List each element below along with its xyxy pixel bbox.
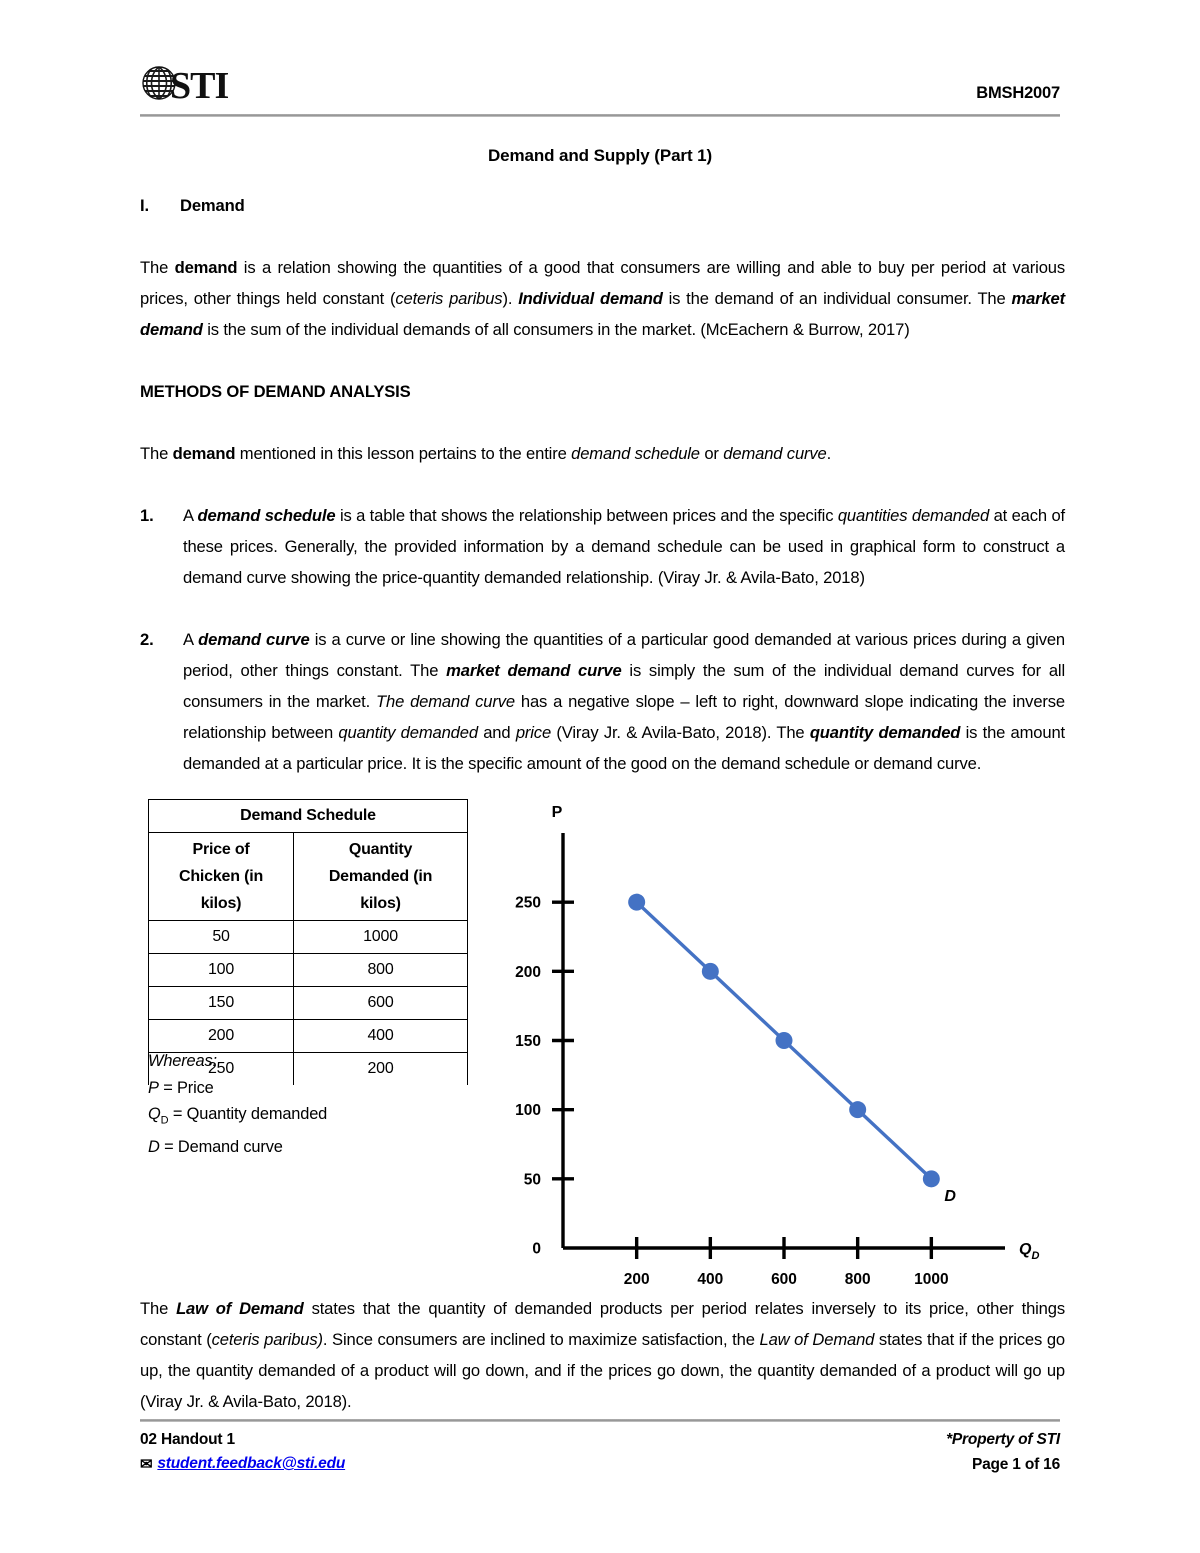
text-fragment: (Viray Jr. & Avila-Bato, 2018). The <box>551 723 810 742</box>
data-point <box>923 1170 940 1187</box>
data-point <box>849 1101 866 1118</box>
text-fragment: is a relation showing the quantities of a good that consumers are willing and able to buy per period at various prices, other things held constant ( <box>140 258 1065 308</box>
page-number: Page 1 of 16 <box>971 1455 1060 1473</box>
column-header-price: Price of Chicken (in kilos) <box>149 833 294 921</box>
emphasis-quantity-demanded: quantity demanded <box>809 723 961 742</box>
feedback-line[interactable] <box>140 1452 345 1476</box>
text-fragment: The <box>140 258 175 277</box>
text-fragment: ). <box>502 289 519 308</box>
y-axis-title: P <box>551 804 563 821</box>
column-header-quantity: Quantity Demanded (in kilos) <box>294 833 468 921</box>
svg-text:STI: STI <box>170 65 229 106</box>
text-fragment: . Since consumers are inclined to maximize satisfaction, the <box>322 1330 760 1349</box>
list-marker: 2. <box>140 630 154 649</box>
table-row <box>149 954 468 987</box>
table-row <box>149 921 468 954</box>
list-marker: 1. <box>140 506 154 525</box>
text-fragment: is the demand of an individual consumer. The <box>662 289 1012 308</box>
text-fragment: at each of these prices. Generally, the provided information by a demand schedule can be used in graphical form to construct a demand curve showing the price-quantity demanded relationship. (Viray Jr. & Avila-Bato, 2018) <box>183 506 1066 587</box>
page-footer <box>140 1428 1060 1477</box>
handout-label: 02 Handout 1 <box>140 1431 235 1448</box>
y-tick-label: 200 <box>515 963 541 981</box>
y-tick-label: 0 <box>532 1240 541 1258</box>
text-fragment: and <box>477 723 516 742</box>
text-fragment: or <box>699 444 724 463</box>
footer-row-bottom <box>140 1452 1060 1477</box>
legend-symbol: D <box>148 1137 160 1156</box>
text-fragment: A <box>183 630 199 649</box>
footer-divider <box>140 1419 1060 1422</box>
text-fragment: The <box>140 1299 177 1318</box>
legend-definition: = Price <box>163 1078 214 1097</box>
emphasis-demand-curve: demand curve <box>198 630 310 649</box>
text-fragment: The <box>140 444 173 463</box>
figure-demand-schedule-and-curve <box>140 795 1065 1295</box>
emphasis-ceteris-paribus: ceteris paribus) <box>211 1330 323 1349</box>
emphasis-quantity-demanded: quantity demanded <box>338 723 478 742</box>
document-body <box>140 190 1065 779</box>
envelope-icon: ✉ <box>140 1455 153 1473</box>
table-row <box>149 987 468 1020</box>
cell-price: 100 <box>149 954 294 987</box>
text-fragment: has a negative slope – left to right, downward slope indicating the inverse relationship between <box>183 692 1066 742</box>
x-tick-label: 400 <box>697 1271 724 1288</box>
legend-symbol: P <box>148 1078 159 1097</box>
table-header-row <box>149 833 468 921</box>
list-item <box>140 624 1065 779</box>
legend-title: Whereas: <box>148 1052 217 1070</box>
x-tick-label: 800 <box>844 1271 871 1288</box>
paragraph-law-of-demand <box>140 1293 1065 1417</box>
emphasis-the-demand-curve: The demand curve <box>376 692 515 711</box>
heading-methods-of-demand-analysis: METHODS OF DEMAND ANALYSIS <box>140 382 411 401</box>
y-tick-label: 100 <box>515 1102 541 1120</box>
legend-definition: = Demand curve <box>164 1137 283 1156</box>
text-fragment: is simply the sum of the individual demand curves for all consumers in the market. <box>183 661 1065 711</box>
emphasis-demand: demand <box>174 258 238 277</box>
cell-quantity: 400 <box>294 1020 468 1053</box>
sti-globe-logo-icon <box>140 62 250 106</box>
demand-curve-chart <box>495 795 1055 1295</box>
header-divider <box>140 114 1060 117</box>
section-title: Demand <box>180 196 245 215</box>
text-fragment: states that if the prices go up, the quantity demanded of a product will go down, and if the prices go down, the quantity demanded of a product will go up (Viray Jr. & Avila-Bato, 2018). <box>140 1330 1065 1411</box>
text-fragment: is the sum of the individual demands of all consumers in the market. (McEachern & Burrow, 2017) <box>202 320 910 339</box>
cell-quantity: 200 <box>294 1053 468 1086</box>
text-fragment: mentioned in this lesson pertains to the entire <box>235 444 572 463</box>
cell-price: 200 <box>149 1020 294 1053</box>
emphasis-price: price <box>515 723 552 742</box>
legend-symbol-subscript: D <box>160 1114 169 1127</box>
page-title: Demand and Supply (Part 1) <box>487 146 713 165</box>
emphasis-law-of-demand: Law of Demand <box>176 1299 304 1318</box>
section-number: I. <box>140 196 149 215</box>
legend-definition: = Quantity demanded <box>172 1105 328 1123</box>
text-fragment: . <box>826 444 832 463</box>
cell-quantity: 600 <box>294 987 468 1020</box>
section-heading-demand <box>140 190 1065 221</box>
x-axis-tick-labels <box>624 1271 949 1288</box>
emphasis-demand: demand <box>172 444 236 463</box>
demand-schedule-table <box>148 799 468 1085</box>
y-axis-tick-labels <box>515 895 541 1258</box>
x-tick-label: 200 <box>623 1271 650 1288</box>
text-fragment: A <box>183 506 198 525</box>
text-fragment: is a table that shows the relationship between prices and the specific <box>335 506 838 525</box>
closing-paragraph-block <box>140 1293 1065 1417</box>
cell-price: 250 <box>149 1053 294 1086</box>
paragraph-demand-definition <box>140 252 1065 345</box>
figure-legend <box>148 1048 327 1160</box>
table-caption: Demand Schedule <box>149 800 468 833</box>
emphasis-law-of-demand: Law of Demand <box>759 1330 875 1349</box>
property-notice: *Property of STI <box>946 1431 1060 1448</box>
legend-item-price <box>148 1075 327 1102</box>
y-tick-label: 250 <box>515 894 541 912</box>
emphasis-demand-schedule: demand schedule <box>571 444 700 463</box>
legend-symbol: Q <box>148 1105 161 1123</box>
text-fragment: is the amount demanded at a particular price. It is the specific amount of the good on the demand schedule or demand curve. <box>183 723 1065 773</box>
page-header <box>140 62 1060 120</box>
legend-item-quantity-demanded <box>148 1101 327 1134</box>
emphasis-market-demand: market demand <box>140 289 1065 339</box>
text-fragment: states that the quantity of demanded products per period relates inversely to its price, other things constant ( <box>140 1299 1065 1349</box>
table-caption-row <box>149 800 468 833</box>
x-tick-label: 1000 <box>914 1271 949 1288</box>
x-tick-label: 600 <box>771 1271 797 1288</box>
document-code: BMSH2007 <box>976 84 1060 102</box>
cell-quantity: 800 <box>294 954 468 987</box>
y-tick-label: 150 <box>515 1033 541 1050</box>
text-fragment: is a curve or line showing the quantities of a particular good demanded at various prices during a given period, other things constant. The <box>183 630 1066 680</box>
data-point <box>702 963 719 980</box>
emphasis-demand-curve: demand curve <box>723 444 827 463</box>
feedback-email-link[interactable]: student.feedback@sti.edu <box>157 1455 346 1472</box>
footer-row-top <box>140 1428 1060 1452</box>
paragraph-methods-intro <box>140 438 1065 469</box>
emphasis-demand-schedule: demand schedule <box>197 506 336 525</box>
list-item <box>140 500 1065 593</box>
emphasis-quantities-demanded: quantities demanded <box>837 506 990 525</box>
cell-price: 50 <box>149 921 294 954</box>
data-point <box>628 894 645 911</box>
data-point <box>776 1032 793 1049</box>
series-label-D: D <box>944 1187 956 1205</box>
emphasis-ceteris-paribus: ceteris paribus <box>395 289 503 308</box>
cell-quantity: 1000 <box>294 921 468 954</box>
emphasis-individual-demand: Individual demand <box>518 289 663 308</box>
y-tick-label: 50 <box>523 1171 541 1189</box>
legend-item-demand-curve <box>148 1134 327 1161</box>
cell-price: 150 <box>149 987 294 1020</box>
x-axis-title: QD <box>1019 1241 1040 1262</box>
emphasis-market-demand-curve: market demand curve <box>446 661 622 680</box>
